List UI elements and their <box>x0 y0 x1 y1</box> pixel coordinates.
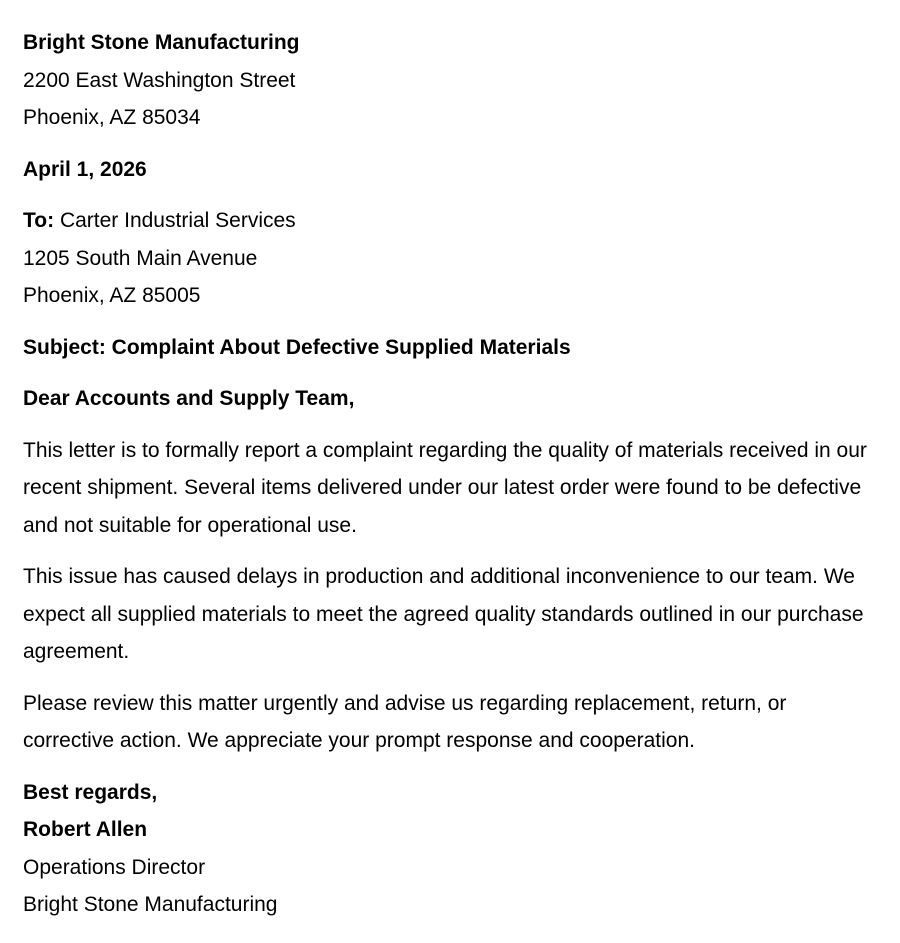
signer-name: Robert Allen <box>23 818 148 841</box>
letter-date-block <box>23 151 876 189</box>
closing-sign-off: Best regards, <box>23 780 158 804</box>
recipient-name-line <box>23 202 876 240</box>
body-paragraph-1 <box>23 432 876 545</box>
body-paragraph-2 <box>23 558 876 671</box>
sender-city-line: Phoenix, AZ 85034 <box>23 106 201 129</box>
to-label: To: <box>23 209 55 232</box>
signature-block <box>23 774 876 924</box>
sender-street: 2200 East Washington Street <box>23 68 296 92</box>
body-paragraph-3 <box>23 685 876 760</box>
letter-subject: Subject: Complaint About Defective Supplied Materials <box>23 335 571 359</box>
salutation-block <box>23 380 876 418</box>
sender-address <box>23 24 876 137</box>
recipient-address <box>23 202 876 315</box>
body-paragraph-1-text: This letter is to formally report a complaint regarding the quality of materials received in our recent shipment. Several items delivered under our latest order were found to be defective and not suitable for operational use. <box>23 438 867 537</box>
signer-company: Bright Stone Manufacturing <box>23 893 278 916</box>
body-paragraph-2-text: This issue has caused delays in production and additional inconvenience to our team. We expect all supplied materials to meet the agreed quality standards outlined in our purchase agreement. <box>23 565 864 663</box>
sender-company: Bright Stone Manufacturing <box>23 31 300 54</box>
recipient-street: 1205 South Main Avenue <box>23 246 258 270</box>
body-paragraph-3-text: Please review this matter urgently and advise us regarding replacement, return, or corrective action. We appreciate your prompt response and cooperation. <box>23 691 787 752</box>
recipient-name: Carter Industrial Services <box>59 209 296 232</box>
subject-block <box>23 329 876 367</box>
letter-salutation: Dear Accounts and Supply Team, <box>23 387 355 410</box>
signer-title: Operations Director <box>23 855 206 879</box>
letter-date: April 1, 2026 <box>23 157 147 181</box>
recipient-city-line: Phoenix, AZ 85005 <box>23 284 201 307</box>
